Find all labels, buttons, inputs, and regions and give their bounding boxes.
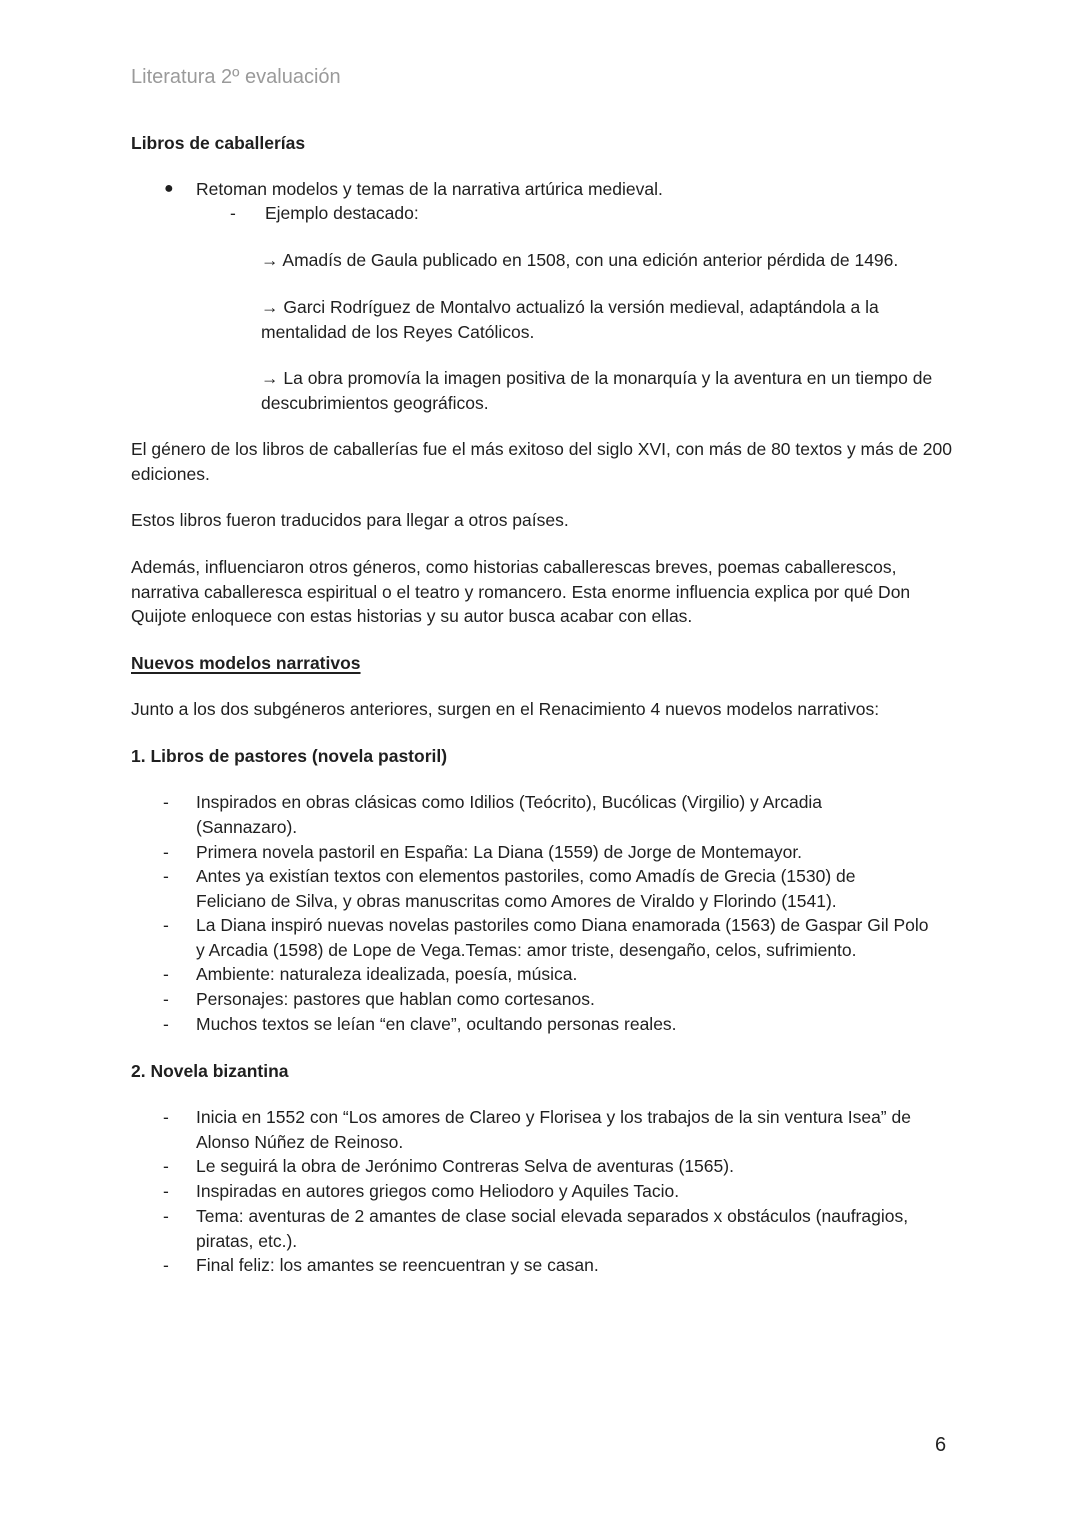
- page-number: 6: [935, 1434, 947, 1456]
- subsection-title-bizantina: 2. Novela bizantina: [131, 1061, 289, 1081]
- arrow-item: → La obra promovía la imagen positiva de la monarquía y la aventura en un tiempo de descubrimientos geográficos.: [261, 368, 933, 413]
- dash-marker: -: [230, 203, 236, 223]
- arrow-item: → Garci Rodríguez de Montalvo actualizó la versión medieval, adaptándola a la mentalidad de los Reyes Católicos.: [261, 297, 879, 342]
- list-item: Le seguirá la obra de Jerónimo Contreras Selva de aventuras (1565).: [196, 1156, 734, 1176]
- paragraph: Además, influenciaron otros géneros, como historias caballerescas breves, poemas caballerescos, narrativa caballeresca espiritual o el teatro y romancero. Esta enorme influencia explica por qué Don Quijote enloquece con estas historias y su autor busca acabar con ellas.: [131, 557, 911, 626]
- subsection-title-pastores: 1. Libros de pastores (novela pastoril): [131, 746, 448, 766]
- list-item: Tema: aventuras de 2 amantes de clase social elevada separados x obstáculos (naufragios, piratas, etc.).: [196, 1206, 909, 1251]
- document-header: Literatura 2º evaluación: [131, 66, 341, 88]
- dash-marker: -: [163, 1181, 169, 1201]
- subbullet-text: Ejemplo destacado:: [265, 203, 419, 223]
- dash-marker: -: [163, 842, 169, 862]
- bullet-text: Retoman modelos y temas de la narrativa artúrica medieval.: [196, 179, 663, 199]
- list-item: Ambiente: naturaleza idealizada, poesía, música.: [196, 964, 578, 984]
- dash-marker: -: [163, 989, 169, 1009]
- dash-marker: -: [163, 1107, 169, 1127]
- list-item: Inicia en 1552 con “Los amores de Clareo y Florisea y los trabajos de la sin ventura Isea” de Alonso Núñez de Reinoso.: [196, 1107, 911, 1152]
- intro-paragraph: Junto a los dos subgéneros anteriores, surgen en el Renacimiento 4 nuevos modelos narrativos:: [131, 699, 880, 719]
- list-item: Inspiradas en autores griegos como Heliodoro y Aquiles Tacio.: [196, 1181, 680, 1201]
- arrow-item: → Amadís de Gaula publicado en 1508, con una edición anterior pérdida de 1496.: [261, 250, 899, 270]
- section-title-caballerias: Libros de caballerías: [131, 133, 306, 153]
- list-item: Final feliz: los amantes se reencuentran y se casan.: [196, 1255, 599, 1275]
- paragraph: El género de los libros de caballerías fue el más exitoso del siglo XVI, con más de 80 textos y más de 200 ediciones.: [131, 439, 953, 484]
- list-item: Inspirados en obras clásicas como Idilios (Teócrito), Bucólicas (Virgilio) y Arcadia (Sannazaro).: [196, 792, 823, 837]
- list-item: Muchos textos se leían “en clave”, ocultando personas reales.: [196, 1014, 677, 1034]
- dash-marker: -: [163, 915, 169, 935]
- paragraph: Estos libros fueron traducidos para llegar a otros países.: [131, 510, 569, 530]
- section-title-nuevos-modelos: Nuevos modelos narrativos: [131, 653, 361, 673]
- list-item: La Diana inspiró nuevas novelas pastoriles como Diana enamorada (1563) de Gaspar Gil Polo y Arcadia (1598) de Lope de Vega.Temas: amor triste, desengaño, celos, sufrimiento.: [196, 915, 929, 960]
- dash-marker: -: [163, 964, 169, 984]
- dash-marker: -: [163, 866, 169, 886]
- dash-marker: -: [163, 1206, 169, 1226]
- dash-marker: -: [163, 1014, 169, 1034]
- list-item: Primera novela pastoril en España: La Diana (1559) de Jorge de Montemayor.: [196, 842, 803, 862]
- dash-marker: -: [163, 1156, 169, 1176]
- bullet-dot: ●: [164, 180, 174, 197]
- list-item: Antes ya existían textos con elementos pastoriles, como Amadís de Grecia (1530) de Feliciano de Silva, y obras manuscritas como Amores de Viraldo y Florindo (1541).: [196, 866, 856, 911]
- dash-marker: -: [163, 1255, 169, 1275]
- dash-marker: -: [163, 792, 169, 812]
- list-item: Personajes: pastores que hablan como cortesanos.: [196, 989, 595, 1009]
